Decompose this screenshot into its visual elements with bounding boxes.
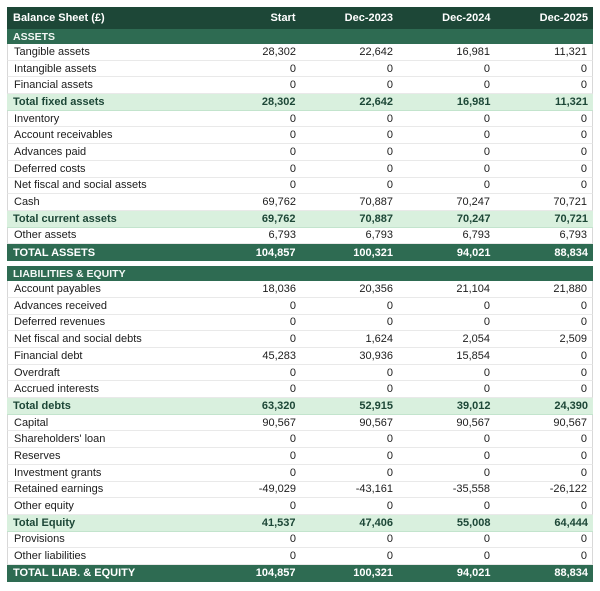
row-value: 0 bbox=[580, 550, 587, 563]
row-value: 104,857 bbox=[255, 567, 296, 580]
row-value: 0 bbox=[289, 366, 296, 379]
row-label: Shareholders' loan bbox=[14, 433, 106, 446]
row-value: 11,321 bbox=[554, 95, 588, 108]
row-value: 0 bbox=[580, 179, 587, 192]
row-value: 70,887 bbox=[359, 196, 393, 209]
row-value: 94,021 bbox=[456, 567, 491, 580]
row-value: 90,567 bbox=[359, 416, 393, 429]
table-row bbox=[7, 415, 593, 432]
row-value: 11,321 bbox=[554, 45, 587, 58]
row-label: Total Equity bbox=[13, 516, 76, 529]
row-label: Advances received bbox=[14, 299, 107, 312]
row-value: 94,021 bbox=[456, 246, 491, 259]
row-label: Overdraft bbox=[14, 366, 60, 379]
subtotal-row bbox=[7, 515, 593, 532]
table-row bbox=[7, 298, 593, 315]
row-value: -43,161 bbox=[355, 483, 393, 496]
row-value: 0 bbox=[483, 145, 490, 158]
row-value: 20,356 bbox=[359, 283, 393, 296]
row-value: 2,054 bbox=[462, 333, 490, 346]
table-row bbox=[7, 431, 593, 448]
row-value: 63,320 bbox=[261, 399, 296, 412]
row-value: 0 bbox=[386, 500, 393, 513]
row-value: 22,642 bbox=[359, 45, 393, 58]
table-row bbox=[7, 482, 593, 499]
row-label: Financial assets bbox=[14, 79, 93, 92]
row-value: 0 bbox=[289, 145, 296, 158]
row-value: 70,247 bbox=[456, 212, 491, 225]
row-label: Cash bbox=[14, 196, 40, 209]
row-value: 70,247 bbox=[456, 196, 490, 209]
row-label: Reserves bbox=[14, 449, 61, 462]
row-value: 0 bbox=[289, 433, 296, 446]
row-value: 0 bbox=[483, 179, 490, 192]
row-value: 0 bbox=[483, 112, 490, 125]
row-label: Account payables bbox=[14, 283, 101, 296]
table-row bbox=[7, 44, 593, 61]
row-value: 0 bbox=[386, 316, 393, 329]
row-label: TOTAL ASSETS bbox=[13, 246, 96, 259]
row-value: 0 bbox=[289, 79, 296, 92]
row-label: Tangible assets bbox=[14, 45, 90, 58]
subtotal-row bbox=[7, 211, 593, 228]
row-value: 0 bbox=[386, 62, 393, 75]
table-row bbox=[7, 77, 593, 94]
table-row bbox=[7, 144, 593, 161]
row-value: 104,857 bbox=[255, 246, 296, 259]
row-value: 90,567 bbox=[553, 416, 587, 429]
row-label: Retained earnings bbox=[14, 483, 104, 496]
table-row bbox=[7, 448, 593, 465]
row-value: 0 bbox=[580, 449, 587, 462]
row-label: ASSETS bbox=[13, 30, 56, 43]
row-value: 39,012 bbox=[456, 399, 491, 412]
row-value: 0 bbox=[386, 145, 393, 158]
row-value: 88,834 bbox=[554, 567, 588, 580]
row-value: 0 bbox=[289, 449, 296, 462]
row-label: Other assets bbox=[14, 229, 77, 242]
row-value: 0 bbox=[483, 366, 490, 379]
row-value: 22,642 bbox=[359, 95, 393, 108]
row-value: 55,008 bbox=[456, 516, 491, 529]
row-label: Deferred revenues bbox=[14, 316, 106, 329]
row-value: 0 bbox=[386, 299, 393, 312]
row-value: 6,793 bbox=[559, 229, 587, 242]
row-value: 0 bbox=[289, 383, 296, 396]
row-value: 45,283 bbox=[262, 349, 296, 362]
row-value: 0 bbox=[580, 433, 587, 446]
row-value: 0 bbox=[580, 500, 587, 513]
row-label: Other liabilities bbox=[14, 550, 87, 563]
row-label: Total debts bbox=[13, 399, 71, 412]
table-row bbox=[7, 498, 593, 515]
column-header-dec-2024: Dec-2024 bbox=[442, 12, 491, 24]
row-value: -26,122 bbox=[549, 483, 587, 496]
table-row bbox=[7, 465, 593, 482]
total-row bbox=[7, 565, 593, 582]
row-value: 21,880 bbox=[553, 283, 587, 296]
row-value: 0 bbox=[483, 299, 490, 312]
row-value: 16,981 bbox=[456, 45, 490, 58]
table-row bbox=[7, 532, 593, 549]
row-value: 70,721 bbox=[553, 196, 587, 209]
row-value: 0 bbox=[386, 366, 393, 379]
row-value: 0 bbox=[580, 299, 587, 312]
row-value: 0 bbox=[483, 162, 490, 175]
row-value: 28,302 bbox=[261, 95, 296, 108]
row-value: 0 bbox=[289, 62, 296, 75]
row-value: 15,854 bbox=[456, 349, 490, 362]
row-value: 1,624 bbox=[365, 333, 393, 346]
row-value: 0 bbox=[386, 550, 393, 563]
table-row bbox=[7, 365, 593, 382]
row-label: Investment grants bbox=[14, 466, 102, 479]
table-row bbox=[7, 127, 593, 144]
row-value: 90,567 bbox=[262, 416, 296, 429]
row-value: 0 bbox=[580, 145, 587, 158]
row-label: Inventory bbox=[14, 112, 60, 125]
row-value: 0 bbox=[483, 500, 490, 513]
section-header-row bbox=[7, 29, 593, 44]
row-label: Intangible assets bbox=[14, 62, 97, 75]
row-value: 0 bbox=[483, 62, 490, 75]
row-value: 0 bbox=[386, 179, 393, 192]
row-value: 0 bbox=[289, 316, 296, 329]
section-header-row bbox=[7, 266, 593, 281]
table-row bbox=[7, 348, 593, 365]
row-value: 0 bbox=[386, 466, 393, 479]
row-value: 0 bbox=[580, 62, 587, 75]
row-value: 41,537 bbox=[261, 516, 296, 529]
row-value: 90,567 bbox=[456, 416, 490, 429]
row-value: 0 bbox=[580, 533, 587, 546]
row-value: 0 bbox=[289, 179, 296, 192]
row-label: LIABILITIES & EQUITY bbox=[13, 267, 126, 280]
row-value: 100,321 bbox=[353, 246, 393, 259]
row-value: 6,793 bbox=[268, 229, 296, 242]
row-value: 0 bbox=[386, 449, 393, 462]
row-label: Accrued interests bbox=[14, 383, 99, 396]
row-value: 6,793 bbox=[462, 229, 490, 242]
table-row bbox=[7, 281, 593, 298]
row-value: 0 bbox=[483, 449, 490, 462]
row-value: 0 bbox=[386, 433, 393, 446]
row-value: 21,104 bbox=[456, 283, 490, 296]
table-row bbox=[7, 331, 593, 348]
column-header-dec-2025: Dec-2025 bbox=[539, 12, 588, 24]
row-value: 69,762 bbox=[262, 196, 296, 209]
row-value: -35,558 bbox=[452, 483, 490, 496]
row-value: 24,390 bbox=[554, 399, 588, 412]
row-label: Other equity bbox=[14, 500, 74, 513]
row-value: 88,834 bbox=[554, 246, 588, 259]
row-value: 0 bbox=[386, 533, 393, 546]
row-value: 0 bbox=[289, 466, 296, 479]
row-label: TOTAL LIAB. & EQUITY bbox=[13, 567, 136, 580]
table-row bbox=[7, 178, 593, 195]
row-value: 0 bbox=[289, 129, 296, 142]
table-row bbox=[7, 315, 593, 332]
row-value: 0 bbox=[580, 112, 587, 125]
row-value: 18,036 bbox=[262, 283, 296, 296]
row-value: 0 bbox=[289, 112, 296, 125]
row-value: 0 bbox=[289, 299, 296, 312]
row-value: 47,406 bbox=[359, 516, 393, 529]
row-label: Financial debt bbox=[14, 349, 83, 362]
row-value: 0 bbox=[580, 79, 587, 92]
row-value: 64,444 bbox=[554, 516, 588, 529]
row-value: 6,793 bbox=[365, 229, 393, 242]
row-value: 16,981 bbox=[456, 95, 491, 108]
row-value: 0 bbox=[386, 383, 393, 396]
row-value: 0 bbox=[289, 550, 296, 563]
row-value: 0 bbox=[386, 129, 393, 142]
row-value: 69,762 bbox=[261, 212, 296, 225]
row-label: Total fixed assets bbox=[13, 95, 105, 108]
row-value: 0 bbox=[386, 162, 393, 175]
row-value: 0 bbox=[580, 162, 587, 175]
row-value: 70,721 bbox=[554, 212, 588, 225]
row-label: Advances paid bbox=[14, 145, 87, 158]
balance-sheet-table bbox=[7, 7, 593, 582]
row-value: 0 bbox=[483, 533, 490, 546]
table-row bbox=[7, 161, 593, 178]
total-row bbox=[7, 244, 593, 261]
row-label: Capital bbox=[14, 416, 49, 429]
table-title: Balance Sheet (£) bbox=[13, 12, 105, 24]
row-label: Provisions bbox=[14, 533, 65, 546]
row-value: 0 bbox=[386, 112, 393, 125]
row-value: 0 bbox=[580, 129, 587, 142]
row-value: 0 bbox=[483, 79, 490, 92]
table-row bbox=[7, 381, 593, 398]
row-label: Deferred costs bbox=[14, 162, 86, 175]
row-value: 2,509 bbox=[559, 333, 587, 346]
row-value: 28,302 bbox=[262, 45, 296, 58]
row-label: Total current assets bbox=[13, 212, 117, 225]
row-value: 0 bbox=[580, 366, 587, 379]
row-value: -49,029 bbox=[258, 483, 296, 496]
row-value: 0 bbox=[483, 550, 490, 563]
row-value: 0 bbox=[580, 349, 587, 362]
subtotal-row bbox=[7, 94, 593, 111]
row-value: 0 bbox=[483, 466, 490, 479]
table-row bbox=[7, 61, 593, 78]
column-header-start: Start bbox=[270, 12, 296, 24]
subtotal-row bbox=[7, 398, 593, 415]
column-header-dec-2023: Dec-2023 bbox=[344, 12, 393, 24]
row-label: Account receivables bbox=[14, 129, 113, 142]
table-body bbox=[7, 29, 593, 582]
row-value: 0 bbox=[483, 383, 490, 396]
table-row bbox=[7, 111, 593, 128]
row-label: Net fiscal and social assets bbox=[14, 179, 147, 192]
row-value: 0 bbox=[289, 533, 296, 546]
row-value: 0 bbox=[483, 433, 490, 446]
row-value: 0 bbox=[580, 466, 587, 479]
row-value: 0 bbox=[289, 500, 296, 513]
row-value: 0 bbox=[289, 333, 296, 346]
table-header-row bbox=[7, 7, 593, 29]
row-label: Net fiscal and social debts bbox=[14, 333, 142, 346]
table-row bbox=[7, 228, 593, 245]
row-value: 0 bbox=[580, 383, 587, 396]
row-value: 0 bbox=[483, 129, 490, 142]
row-value: 0 bbox=[483, 316, 490, 329]
row-value: 30,936 bbox=[359, 349, 393, 362]
table-row bbox=[7, 548, 593, 565]
row-value: 0 bbox=[289, 162, 296, 175]
row-value: 52,915 bbox=[359, 399, 393, 412]
row-value: 70,887 bbox=[359, 212, 393, 225]
row-value: 0 bbox=[386, 79, 393, 92]
table-row bbox=[7, 194, 593, 211]
row-value: 100,321 bbox=[353, 567, 393, 580]
row-value: 0 bbox=[580, 316, 587, 329]
